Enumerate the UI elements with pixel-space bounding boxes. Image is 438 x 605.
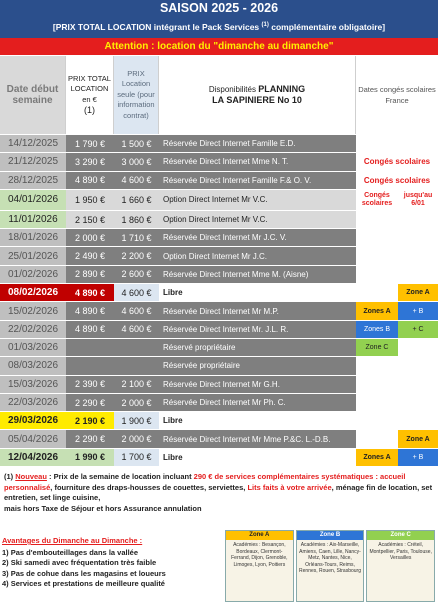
subtitle-sup: (1)	[261, 22, 269, 28]
zone-tag: Zones B	[356, 321, 398, 338]
footnote-text-a: : Prix de la semaine de location incluant	[46, 472, 194, 481]
footnote-text-c: , ménage fin de location, set entretien, set linge cuisine,	[4, 482, 433, 502]
col-prix-total-label: PRIX TOTAL LOCATION en €	[68, 73, 111, 104]
row-date: 01/03/2026	[0, 339, 66, 356]
row-seul: 2 000 €	[114, 394, 159, 411]
row-dispo: Réservée propriétaire	[159, 357, 356, 374]
table-row	[0, 171, 438, 189]
row-dispo: Réservée Direct Internet Mr Mme P.&C. L.-D.B.	[159, 430, 356, 447]
advantages-block	[2, 536, 222, 590]
row-dispo: Option Direct Internet Mr J.C.	[159, 247, 356, 264]
col-dispo-c: LA SAPINIERE No 10	[212, 95, 302, 105]
row-seul: 4 600 €	[114, 172, 159, 189]
zone-b-text: Académies : Aix-Marseille, Amiens, Caen, Lille, Nancy-Metz, Nantes, Nice, Orléans-Tours, Reims, Rennes, Rouen, Strasbourg	[299, 542, 361, 574]
row-seul: 1 700 €	[114, 449, 159, 466]
row-seul: 4 600 €	[114, 302, 159, 319]
zone-tag: Zones A	[356, 302, 398, 319]
footnote-red-2: Lits faits à votre arrivée	[247, 482, 332, 492]
row-dispo: Réservée Direct Internet Mr Ph. C.	[159, 394, 356, 411]
zone-tag: + C	[398, 321, 438, 338]
row-date: 12/04/2026	[0, 449, 66, 466]
zone-b-box	[296, 530, 365, 602]
zone-c-box	[366, 530, 435, 602]
row-total: 1 950 €	[66, 190, 114, 210]
table-row	[0, 301, 438, 319]
row-total: 4 890 €	[66, 284, 114, 301]
row-date: 01/02/2026	[0, 266, 66, 283]
col-date	[0, 56, 66, 134]
table-row	[0, 265, 438, 283]
row-total: 2 490 €	[66, 247, 114, 264]
row-seul	[114, 357, 159, 374]
table-row	[0, 393, 438, 411]
row-total: 4 890 €	[66, 321, 114, 338]
table-row	[0, 448, 438, 466]
footnote-1	[4, 472, 434, 504]
footnote-red: 290 € de services complémentaires systématiques : accueil personnalisé	[4, 472, 406, 492]
row-seul: 2 100 €	[114, 376, 159, 393]
zone-tag: Zones A	[356, 449, 398, 466]
subtitle-part-a: [PRIX TOTAL LOCATION intégrant le Pack Services	[52, 21, 260, 32]
row-conges: Congés scolaires	[363, 157, 431, 167]
col-conges-label: Dates congés scolaires France	[358, 85, 436, 105]
row-seul: 3 000 €	[114, 153, 159, 170]
row-date: 08/02/2026	[0, 284, 66, 301]
row-date: 11/01/2026	[0, 211, 66, 228]
col-dispo-b: PLANNING	[258, 84, 306, 94]
row-date: 14/12/2025	[0, 135, 66, 152]
row-date: 22/02/2026	[0, 321, 66, 338]
row-dispo: Réservée Direct Internet Mme N. T.	[159, 153, 356, 170]
footnote-2: mais hors Taxe de Séjour et hors Assurance annulation	[4, 503, 202, 513]
advantage-item: 1) Pas d'embouteillages dans la vallée	[2, 547, 139, 557]
subtitle-part-b: complémentaire obligatoire]	[271, 21, 386, 32]
table-row	[0, 356, 438, 374]
row-dispo: Libre	[159, 412, 356, 429]
zone-a-box	[225, 530, 294, 602]
zone-c-title: Zone C	[367, 531, 434, 540]
row-total: 4 890 €	[66, 172, 114, 189]
row-seul: 2 600 €	[114, 266, 159, 283]
footnotes	[0, 470, 438, 516]
col-prix-seul	[114, 56, 159, 134]
row-total: 2 150 €	[66, 211, 114, 228]
season-subtitle	[0, 16, 438, 38]
footnote-nouveau: Nouveau	[15, 472, 47, 481]
row-conges-a: Congés scolaires	[361, 191, 393, 207]
table-row	[0, 320, 438, 338]
row-dispo: Option Direct Internet Mr V.C.	[159, 211, 356, 228]
table-row	[0, 338, 438, 356]
row-date: 21/12/2025	[0, 153, 66, 170]
footnote-text-b: , fourniture des draps-housses de couettes, serviettes,	[50, 482, 248, 492]
col-conges	[356, 56, 438, 134]
row-seul: 1 500 €	[114, 135, 159, 152]
row-date: 04/01/2026	[0, 190, 66, 210]
row-dispo: Libre	[159, 284, 356, 301]
footnote-number: (1)	[4, 472, 14, 481]
advantages-title: Avantages du Dimanche au Dimanche :	[2, 536, 143, 545]
row-total: 2 890 €	[66, 266, 114, 283]
row-conges-b: jusqu'au 6/01	[403, 191, 433, 207]
row-dispo: Réservée Direct Internet Famille F.& O. V.	[159, 172, 356, 189]
row-dispo: Réservée Direct Internet Famille E.D.	[159, 135, 356, 152]
row-date: 25/01/2026	[0, 247, 66, 264]
table-row	[0, 134, 438, 152]
row-date: 15/03/2026	[0, 376, 66, 393]
table-row	[0, 375, 438, 393]
pricing-table	[0, 56, 438, 466]
row-total: 1 790 €	[66, 135, 114, 152]
zone-a-text: Académies : Besançon, Bordeaux, Clermont-Ferrand, Dijon, Grenoble, Limoges, Lyon, Poitiers	[231, 542, 288, 568]
table-row	[0, 189, 438, 210]
zone-tag: Zone A	[398, 430, 438, 447]
zone-b-title: Zone B	[297, 531, 364, 540]
row-seul: 2 000 €	[114, 430, 159, 447]
row-seul: 1 710 €	[114, 229, 159, 246]
row-dispo: Réservée Direct Internet Mr J.C. V.	[159, 229, 356, 246]
row-date: 22/03/2026	[0, 394, 66, 411]
table-row	[0, 152, 438, 170]
row-date: 05/04/2026	[0, 430, 66, 447]
row-seul: 1 860 €	[114, 211, 159, 228]
row-total: 2 190 €	[66, 412, 114, 429]
row-date: 28/12/2025	[0, 172, 66, 189]
row-date: 29/03/2026	[0, 412, 66, 429]
col-prix-total-note: (1)	[84, 105, 95, 115]
school-zones	[225, 530, 435, 602]
row-total: 4 890 €	[66, 302, 114, 319]
row-seul	[114, 339, 159, 356]
row-date: 08/03/2026	[0, 357, 66, 374]
row-dispo: Réservée Direct Internet Mme M. (Aisne)	[159, 266, 356, 283]
season-title: SAISON 2025 - 2026	[159, 1, 279, 15]
col-date-label: Date début semaine	[6, 84, 59, 106]
advantage-item: 2) Ski samedi avec fréquentation très faible	[2, 558, 157, 567]
zone-tag: + B	[398, 302, 438, 319]
row-seul: 1 660 €	[114, 190, 159, 210]
row-total: 2 000 €	[66, 229, 114, 246]
table-row	[0, 283, 438, 301]
table-row	[0, 228, 438, 246]
row-total: 2 290 €	[66, 430, 114, 447]
advantage-item: 4) Services et prestations de meilleure qualité	[2, 579, 165, 588]
table-row	[0, 210, 438, 228]
table-row	[0, 429, 438, 447]
row-dispo: Réservée Direct Internet Mr. J.L. R.	[159, 321, 356, 338]
zone-tag: Zone C	[356, 339, 398, 356]
row-date: 18/01/2026	[0, 229, 66, 246]
col-dispo	[159, 56, 356, 134]
row-date: 15/02/2026	[0, 302, 66, 319]
col-dispo-a: Disponibilités	[208, 85, 256, 94]
zone-c-text: Académies : Créteil, Montpellier, Paris, Toulouse, Versailles	[369, 542, 432, 561]
table-row	[0, 411, 438, 429]
row-total: 1 990 €	[66, 449, 114, 466]
row-total: 3 290 €	[66, 153, 114, 170]
row-seul: 4 600 €	[114, 321, 159, 338]
row-seul: 2 200 €	[114, 247, 159, 264]
row-dispo: Option Direct Internet Mr V.C.	[159, 190, 356, 210]
advantage-item: 3) Pas de cohue dans les magasins et loueurs	[2, 568, 166, 578]
row-total: 2 290 €	[66, 394, 114, 411]
row-dispo: Réservée Direct Internet Mr G.H.	[159, 376, 356, 393]
row-conges: Congés scolaires	[363, 175, 431, 185]
table-row	[0, 246, 438, 264]
row-total: 2 390 €	[66, 376, 114, 393]
zone-tag: + B	[398, 449, 438, 466]
row-total	[66, 357, 114, 374]
table-header	[0, 56, 438, 134]
zone-tag: Zone A	[398, 284, 438, 301]
col-prix-seul-label: PRIX Location seule (pour information contrat)	[117, 68, 155, 120]
row-dispo: Libre	[159, 449, 356, 466]
table-body	[0, 134, 438, 466]
col-prix-total	[66, 56, 114, 134]
zone-a-title: Zone A	[226, 531, 293, 540]
row-total	[66, 339, 114, 356]
row-dispo: Réservée Direct Internet Mr M.P.	[159, 302, 356, 319]
row-seul: 1 900 €	[114, 412, 159, 429]
row-dispo: Réservé propriétaire	[159, 339, 356, 356]
season-header	[0, 0, 438, 38]
row-seul: 4 600 €	[114, 284, 159, 301]
attention-banner: Attention : location du "dimanche au dimanche"	[0, 38, 438, 55]
